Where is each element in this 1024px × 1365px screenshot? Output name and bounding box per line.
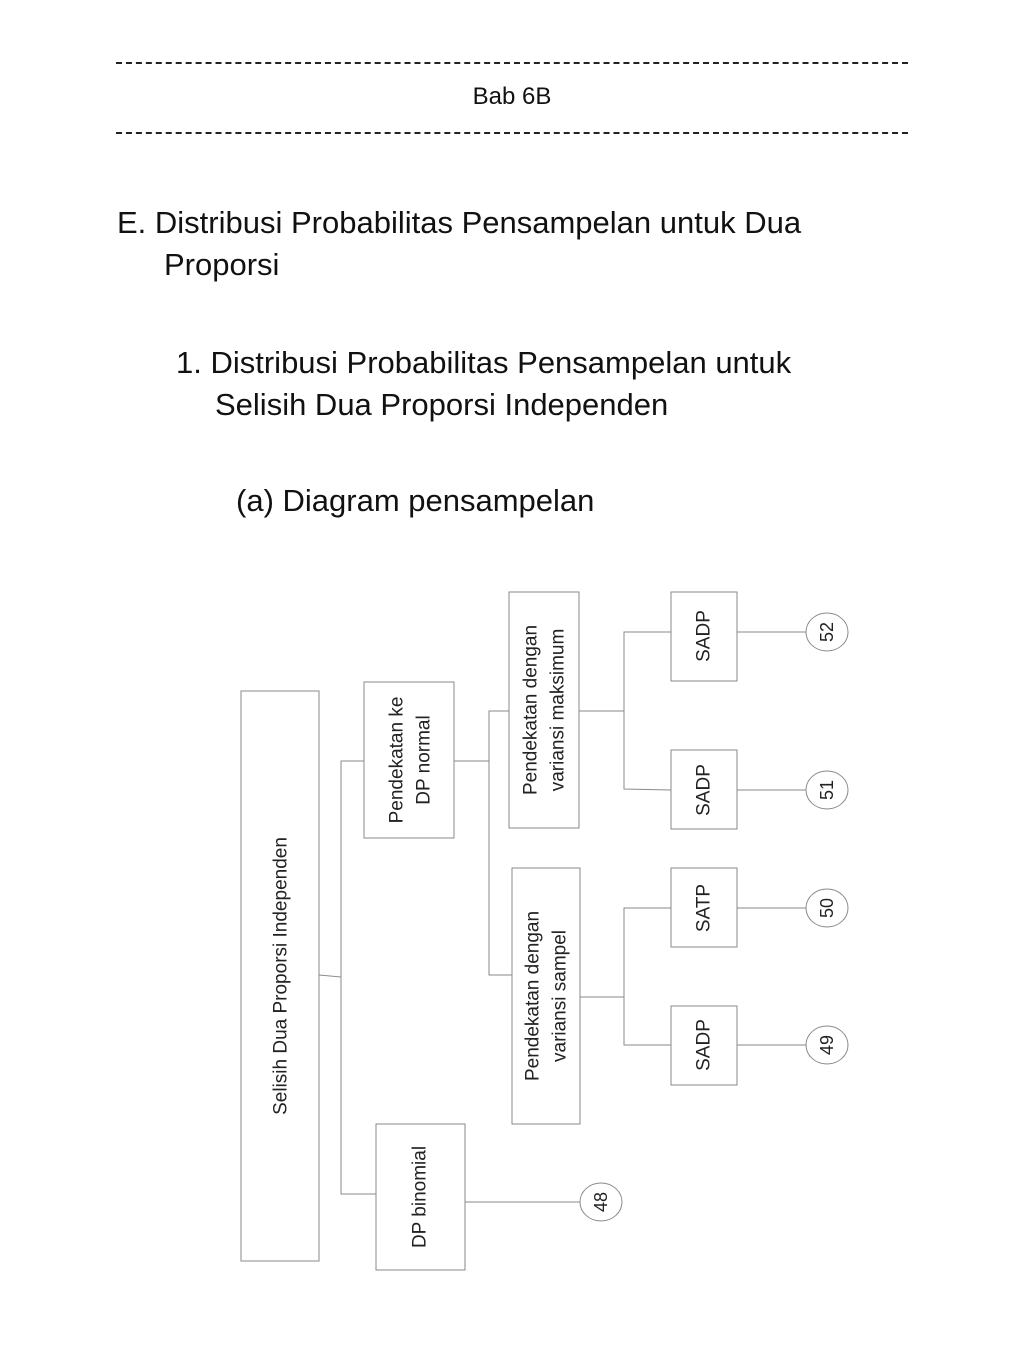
connector-root-normal xyxy=(319,761,364,977)
max-variance-label-line2: variansi maksimum xyxy=(547,628,569,792)
connector-root-binomial xyxy=(341,977,376,1194)
connector-maxvar-leaf2 xyxy=(624,711,671,790)
binomial-label: DP binomial xyxy=(409,1145,431,1249)
root-label: Selisih Dua Proporsi Independen xyxy=(270,837,292,1115)
sample-variance-label-line1: Pendekatan dengan xyxy=(522,910,544,1082)
normal-approx-label-line1: Pendekatan ke xyxy=(386,696,408,824)
section-heading-line2: Proporsi xyxy=(164,247,280,282)
connector-maxvar-leaf1 xyxy=(579,632,671,711)
page-number-4: 49 xyxy=(817,1034,837,1056)
normal-approx-box xyxy=(364,682,454,838)
page-number-2: 51 xyxy=(817,779,837,801)
page-number-3: 50 xyxy=(817,897,837,919)
page-number-1: 52 xyxy=(817,621,837,643)
connector-normal-maxvar xyxy=(454,711,509,761)
leaf-label-2: SADP xyxy=(693,764,715,816)
max-variance-label-line1: Pendekatan dengan xyxy=(520,624,542,796)
leaf-label-4: SADP xyxy=(693,1019,715,1071)
sample-variance-label-line2: variansi sampel xyxy=(549,930,571,1062)
leaf-label-1: SADP xyxy=(693,610,715,662)
leaf-label-3: SATP xyxy=(693,883,715,933)
normal-approx-label-line2: DP normal xyxy=(413,715,435,805)
subsection-heading-line2: Selisih Dua Proporsi Independen xyxy=(215,387,669,422)
page-number-binomial: 48 xyxy=(591,1191,611,1213)
connector-samplevar-leaf3 xyxy=(580,908,671,997)
max-variance-box xyxy=(509,592,579,828)
subsection-heading-line1: 1. Distribusi Probabilitas Pensampelan untuk xyxy=(176,345,792,380)
diagram-heading: (a) Diagram pensampelan xyxy=(236,483,595,518)
chapter-title: Bab 6B xyxy=(472,83,552,110)
section-heading-line1: E. Distribusi Probabilitas Pensampelan untuk Dua xyxy=(117,205,802,240)
connector-samplevar-leaf4 xyxy=(624,997,671,1045)
